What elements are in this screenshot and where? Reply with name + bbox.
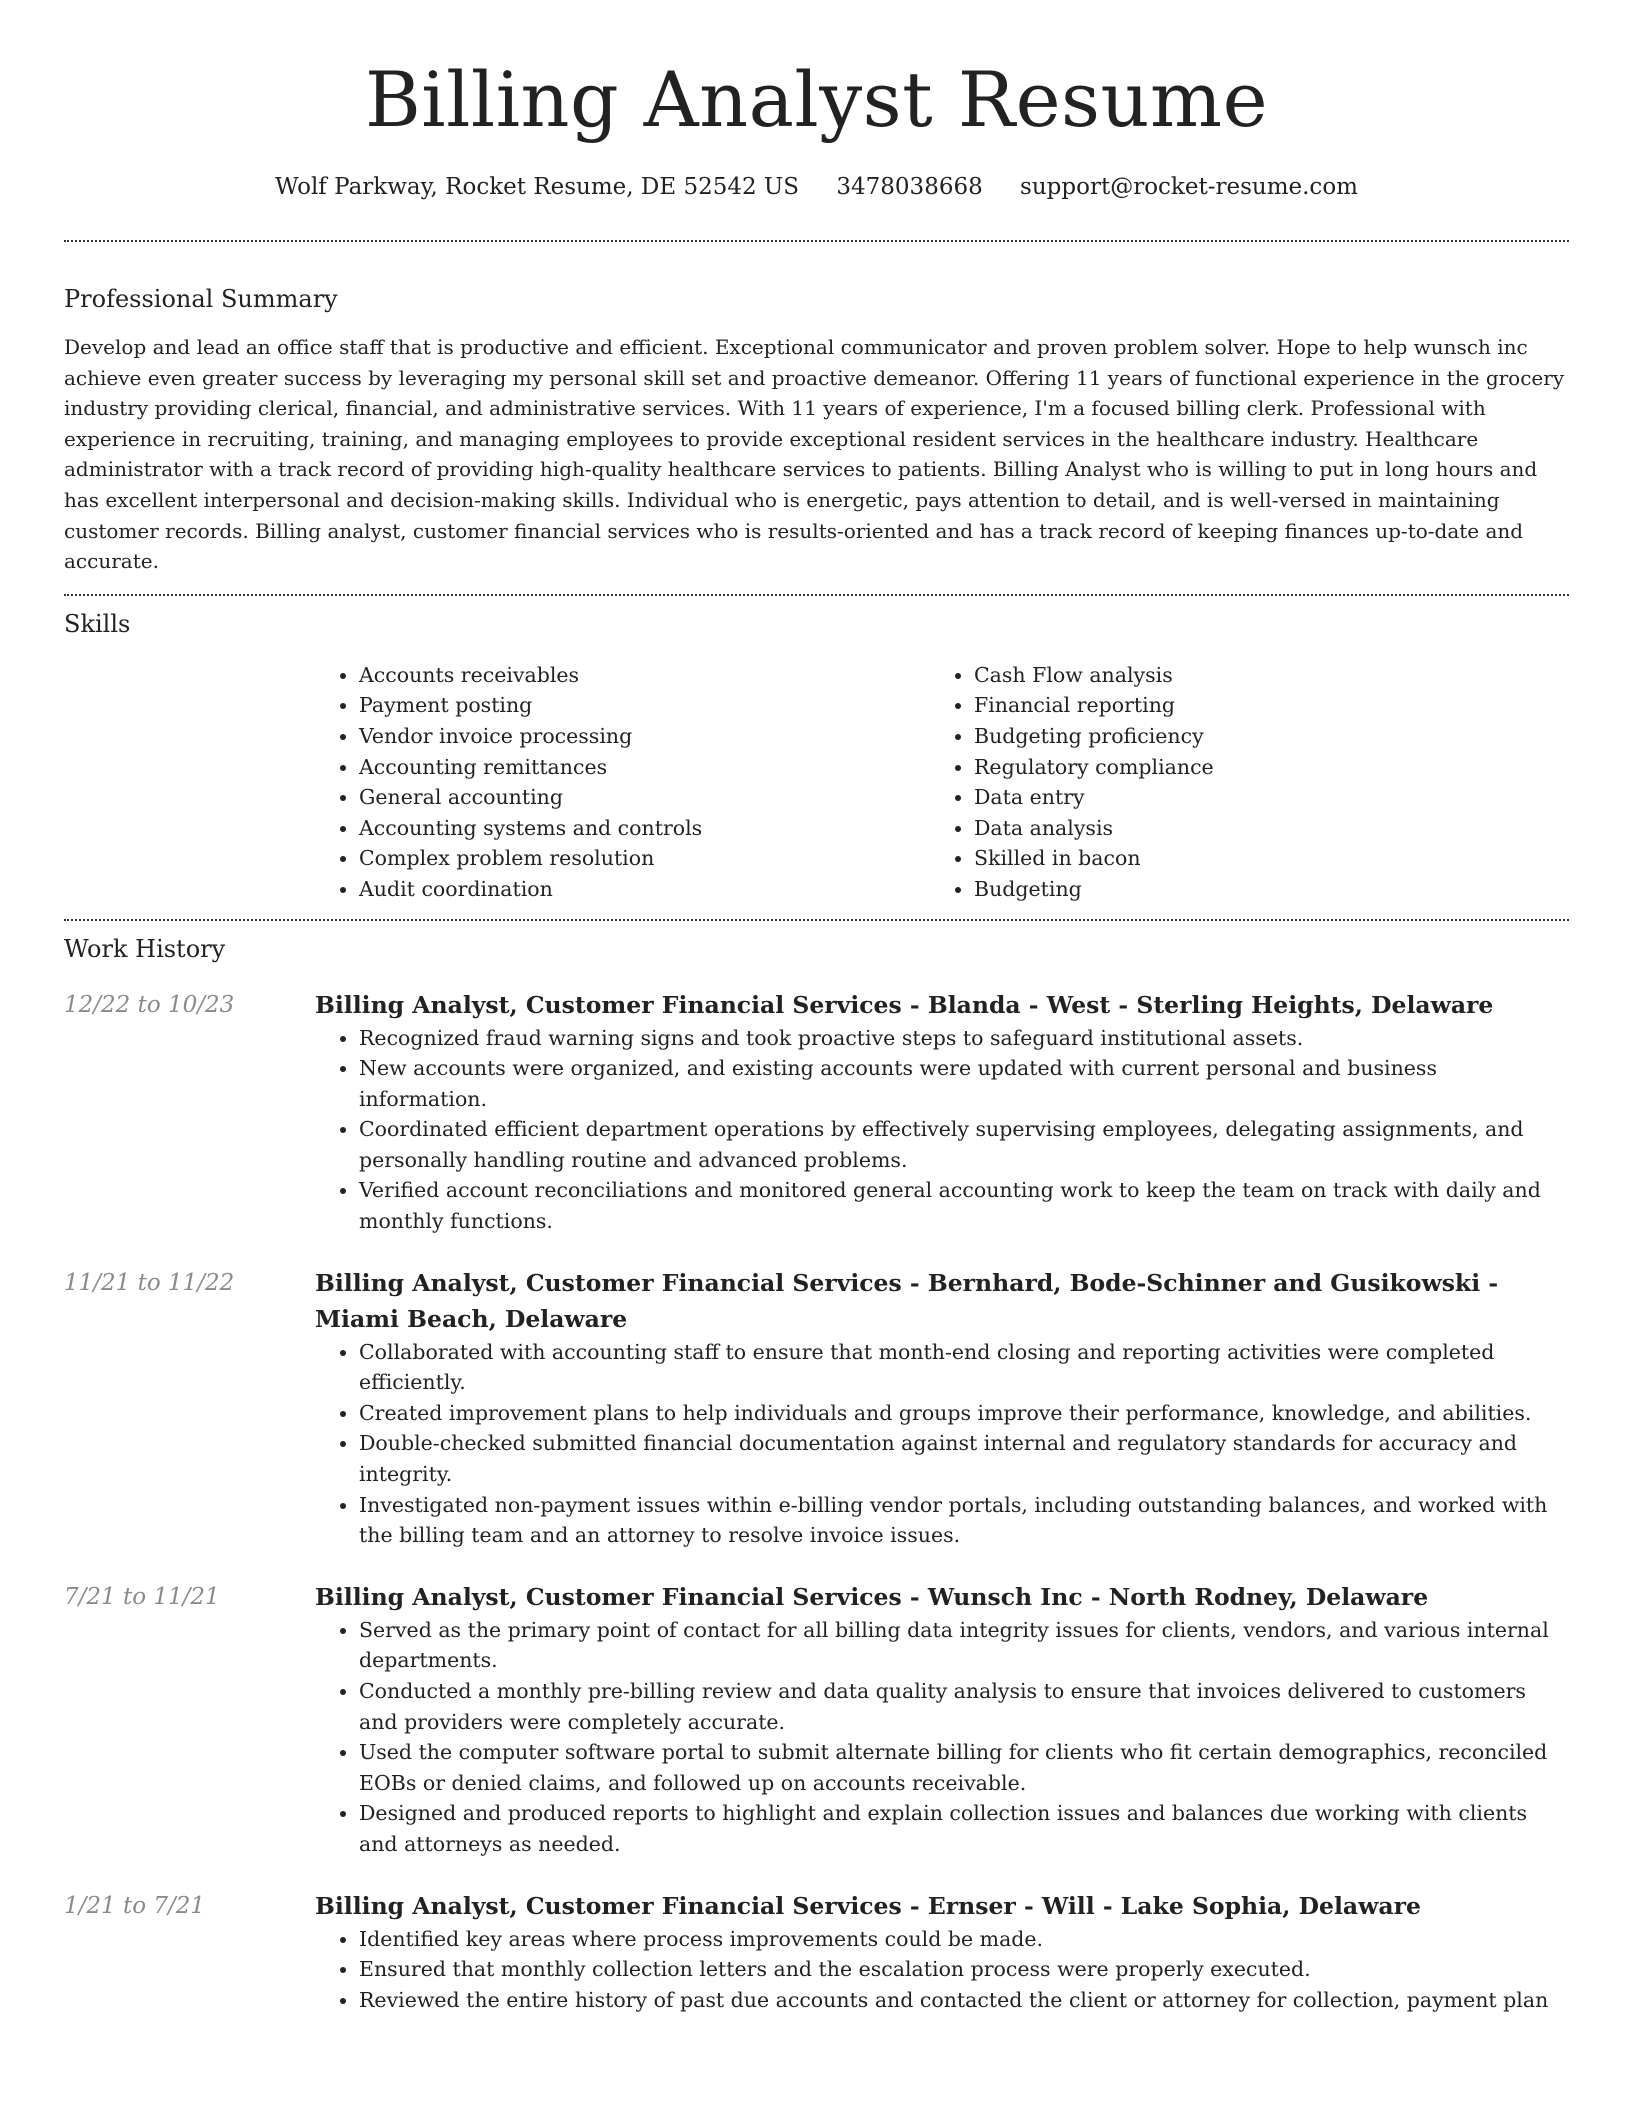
contact-phone: 3478038668 bbox=[836, 174, 983, 200]
section-title-work-history: Work History bbox=[64, 934, 226, 963]
skill-item: • Vendor invoice processing bbox=[359, 721, 930, 752]
job-bullet: • Reviewed the entire history of past due accounts and contacted the client or attorney for collection, payment plan bbox=[359, 1985, 1569, 2016]
skills-list-left bbox=[315, 660, 930, 905]
skill-item: • Payment posting bbox=[359, 690, 930, 721]
job-body bbox=[315, 987, 1569, 1237]
job-entry bbox=[64, 987, 1569, 1237]
skill-item: • Audit coordination bbox=[359, 874, 930, 905]
skill-item: • Budgeting bbox=[974, 874, 1545, 905]
contact-line bbox=[64, 172, 1569, 202]
job-bullets bbox=[315, 1337, 1569, 1551]
job-dates: 11/21 to 11/22 bbox=[64, 1269, 235, 1296]
job-bullet: • Created improvement plans to help individuals and groups improve their performance, knowledge, and abilities. bbox=[359, 1398, 1569, 1429]
resume-title: Billing Analyst Resume bbox=[364, 55, 1269, 144]
divider bbox=[64, 919, 1569, 921]
skills-grid bbox=[315, 660, 1569, 905]
skill-item: • Financial reporting bbox=[974, 690, 1545, 721]
divider bbox=[64, 240, 1569, 242]
divider bbox=[64, 594, 1569, 596]
job-title: Billing Analyst, Customer Financial Services - Wunsch Inc - North Rodney, Delaware bbox=[315, 1582, 1429, 1611]
job-dates: 12/22 to 10/23 bbox=[64, 991, 235, 1018]
job-bullets bbox=[315, 1023, 1569, 1237]
job-title: Billing Analyst, Customer Financial Services - Bernhard, Bode-Schinner and Gusikowski - Miami Beach, Delaware bbox=[315, 1268, 1499, 1333]
job-body bbox=[315, 1579, 1569, 1860]
work-history-section bbox=[64, 933, 1569, 2016]
skill-item: • Data analysis bbox=[974, 813, 1545, 844]
job-entry bbox=[64, 1579, 1569, 1860]
skill-item: • Complex problem resolution bbox=[359, 843, 930, 874]
job-title: Billing Analyst, Customer Financial Services - Blanda - West - Sterling Heights, Delaware bbox=[315, 990, 1494, 1019]
job-bullet: • Served as the primary point of contact for all billing data integrity issues for clients, vendors, and various internal departments. bbox=[359, 1615, 1569, 1676]
job-bullet: • Used the computer software portal to submit alternate billing for clients who fit certain demographics, reconciled EOBs or denied claims, and followed up on accounts receivable. bbox=[359, 1737, 1569, 1798]
job-bullets bbox=[315, 1615, 1569, 1860]
job-title: Billing Analyst, Customer Financial Services - Ernser - Will - Lake Sophia, Delaware bbox=[315, 1891, 1421, 1920]
section-title-skills: Skills bbox=[64, 609, 131, 638]
skills-column-left bbox=[315, 660, 930, 905]
job-bullet: • Collaborated with accounting staff to ensure that month-end closing and reporting activities were completed efficiently. bbox=[359, 1337, 1569, 1398]
job-bullet: • Investigated non-payment issues within e-billing vendor portals, including outstanding balances, and worked with the billing team and an attorney to resolve invoice issues. bbox=[359, 1490, 1569, 1551]
job-body bbox=[315, 1265, 1569, 1551]
skills-list-right bbox=[930, 660, 1545, 905]
skill-item: • Regulatory compliance bbox=[974, 752, 1545, 783]
job-entry bbox=[64, 1888, 1569, 2016]
job-bullet: • Coordinated efficient department operations by effectively supervising employees, delegating assignments, and personally handling routine and advanced problems. bbox=[359, 1114, 1569, 1175]
job-body bbox=[315, 1888, 1569, 2016]
job-bullet: • Recognized fraud warning signs and took proactive steps to safeguard institutional assets. bbox=[359, 1023, 1569, 1054]
skill-item: • Accounting systems and controls bbox=[359, 813, 930, 844]
contact-address: Wolf Parkway, Rocket Resume, DE 52542 US bbox=[275, 174, 800, 200]
resume-page bbox=[64, 0, 1569, 2015]
section-title-summary: Professional Summary bbox=[64, 285, 338, 313]
skill-item: • General accounting bbox=[359, 782, 930, 813]
summary-text: Develop and lead an office staff that is productive and efficient. Exceptional communicator and proven problem solver. Hope to help wunsch inc achieve even greater success by leveraging my personal skill set and proactive demeanor. Offering 11 years of functional experience in the grocery industry providing clerical, financial, and administrative services. With 11 years of experience, I'm a focused billing clerk. Professional with experience in recruiting, training, and managing employees to provide exceptional resident services in the healthcare industry. Healthcare administrator with a track record of providing high-quality healthcare services to patients. Billing Analyst who is willing to put in long hours and has excellent interpersonal and decision-making skills. Individual who is energetic, pays attention to detail, and is well-versed in maintaining customer records. Billing analyst, customer financial services who is results-oriented and has a track record of keeping finances up-to-date and accurate. bbox=[64, 335, 1565, 574]
job-bullet: • Identified key areas where process improvements could be made. bbox=[359, 1924, 1569, 1955]
summary-section bbox=[64, 283, 1569, 577]
skills-section bbox=[64, 608, 1569, 905]
job-bullet: • Double-checked submitted financial documentation against internal and regulatory standards for accuracy and integrity. bbox=[359, 1428, 1569, 1489]
skill-item: • Accounting remittances bbox=[359, 752, 930, 783]
skill-item: • Cash Flow analysis bbox=[974, 660, 1545, 691]
job-bullet: • Designed and produced reports to highlight and explain collection issues and balances due working with clients and attorneys as needed. bbox=[359, 1798, 1569, 1859]
contact-email: support@rocket-resume.com bbox=[1020, 174, 1358, 200]
job-bullet: • Verified account reconciliations and monitored general accounting work to keep the team on track with daily and monthly functions. bbox=[359, 1175, 1569, 1236]
job-dates: 7/21 to 11/21 bbox=[64, 1583, 220, 1610]
skill-item: • Skilled in bacon bbox=[974, 843, 1545, 874]
skill-item: • Budgeting proficiency bbox=[974, 721, 1545, 752]
job-dates: 1/21 to 7/21 bbox=[64, 1892, 206, 1919]
job-bullets bbox=[315, 1924, 1569, 2016]
skill-item: • Accounts receivables bbox=[359, 660, 930, 691]
job-entry bbox=[64, 1265, 1569, 1551]
skill-item: • Data entry bbox=[974, 782, 1545, 813]
job-bullet: • New accounts were organized, and existing accounts were updated with current personal and business information. bbox=[359, 1053, 1569, 1114]
job-bullet: • Conducted a monthly pre-billing review and data quality analysis to ensure that invoices delivered to customers and providers were completely accurate. bbox=[359, 1676, 1569, 1737]
job-bullet: • Ensured that monthly collection letters and the escalation process were properly executed. bbox=[359, 1954, 1569, 1985]
skills-column-right bbox=[930, 660, 1545, 905]
